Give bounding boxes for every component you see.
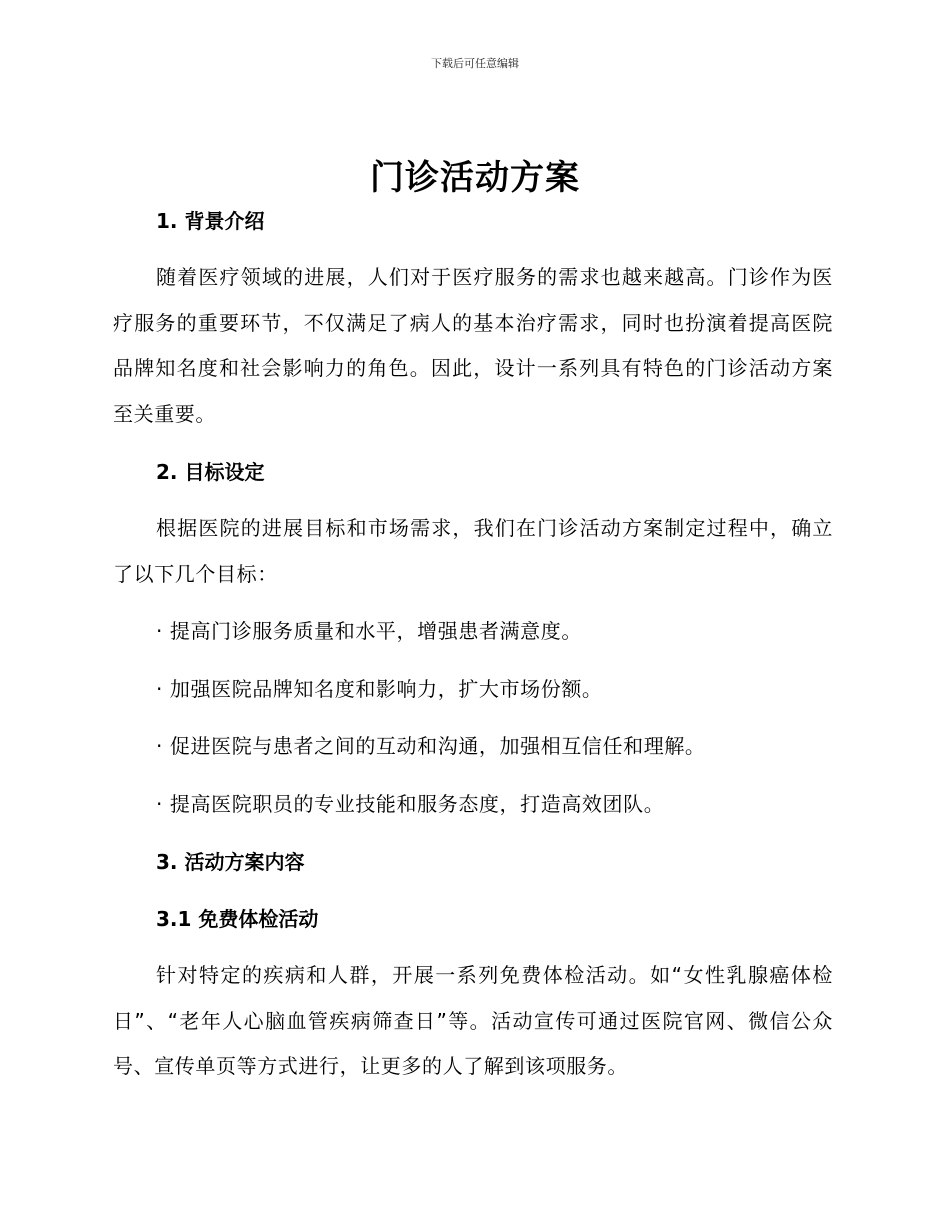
section-paragraph-free-checkup: 针对特定的疾病和人群，开展一系列免费体检活动。如“女性乳腺癌体检日”、“老年人心脑血管疾病筛查日”等。活动宣传可通过医院官网、微信公众号、宣传单页等方式进行，让更多的人了解到该项服务。 — [113, 963, 833, 1078]
list-item: · 提高门诊服务质量和水平，增强患者满意度。 — [156, 619, 582, 643]
document-title: 门诊活动方案 — [370, 158, 580, 198]
list-item: · 促进医院与患者之间的互动和沟通，加强相互信任和理解。 — [156, 734, 706, 758]
section-paragraph-goals: 根据医院的进展目标和市场需求，我们在门诊活动方案制定过程中，确立了以下几个目标： — [113, 516, 833, 586]
header-note: 下载后可任意编辑 — [431, 57, 519, 70]
list-item: · 加强医院品牌知名度和影响力，扩大市场份额。 — [156, 676, 603, 701]
section-heading-background: 1. 背景介绍 — [156, 209, 265, 233]
section-heading-goals: 2. 目标设定 — [156, 460, 265, 484]
list-item: · 提高医院职员的专业技能和服务态度，打造高效团队。 — [156, 791, 665, 816]
section-heading-plan-content: 3. 活动方案内容 — [156, 850, 305, 874]
section-heading-free-checkup: 3.1 免费体检活动 — [156, 907, 319, 931]
document-body — [113, 198, 833, 1090]
section-paragraph-background: 随着医疗领域的进展，人们对于医疗服务的需求也越来越高。门诊作为医疗服务的重要环节，不仅满足了病人的基本治疗需求，同时也扮演着提高医院品牌知名度和社会影响力的角色。因此，设计一系列具有特色的门诊活动方案至关重要。 — [113, 265, 833, 426]
